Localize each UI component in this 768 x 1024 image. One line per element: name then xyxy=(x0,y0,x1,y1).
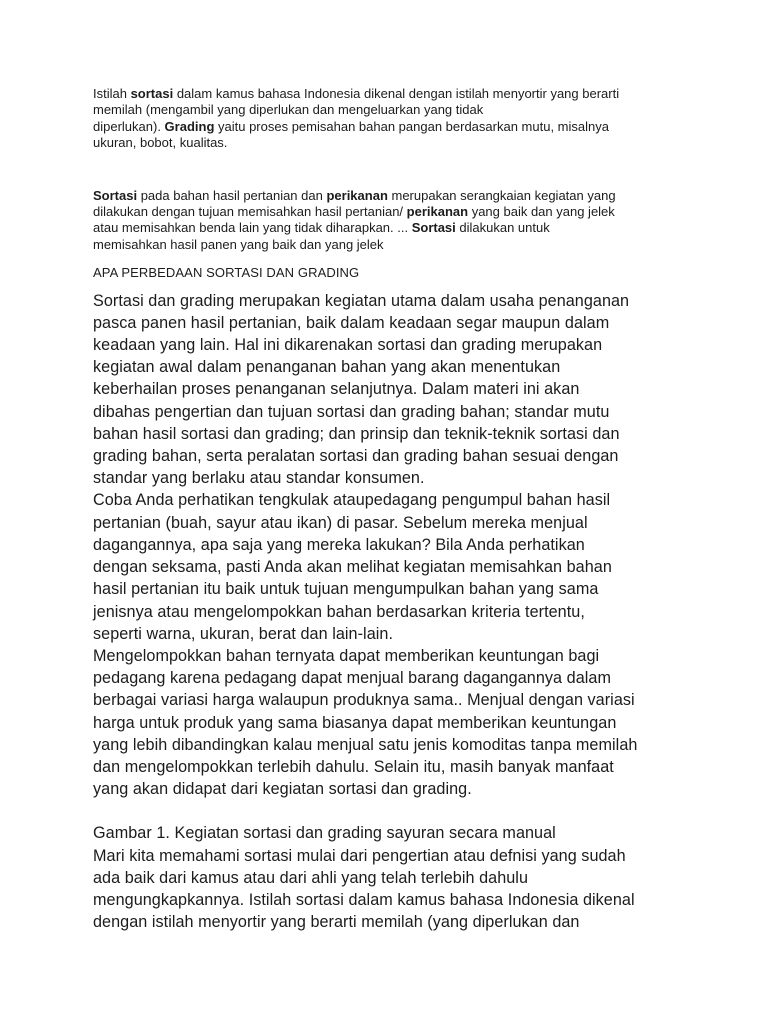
text-run: dilakukan dengan tujuan memisahkan hasil pertanian/ xyxy=(93,204,407,220)
body-line xyxy=(93,800,693,822)
bold-term: perikanan xyxy=(326,187,388,203)
document-page xyxy=(93,86,693,933)
text-run: ukuran, bobot, kualitas. xyxy=(93,135,228,151)
bold-term: Sortasi xyxy=(411,220,456,236)
intro-paragraph-sortasi-grading xyxy=(93,86,693,152)
body-line: Coba Anda perhatikan tengkulak ataupedagang pengumpul bahan hasil xyxy=(93,491,611,510)
body-line: pertanian (buah, sayur atau ikan) di pasar. Sebelum mereka menjual xyxy=(93,513,588,532)
body-line: Sortasi dan grading merupakan kegiatan utama dalam usaha penanganan xyxy=(93,291,630,310)
body-line: Gambar 1. Kegiatan sortasi dan grading sayuran secara manual xyxy=(93,824,556,843)
body-line: Mengelompokkan bahan ternyata dapat memberikan keuntungan bagi xyxy=(93,646,600,665)
body-line: pedagang karena pedagang dapat menjual barang dagangannya dalam xyxy=(93,669,611,688)
text-line xyxy=(93,237,693,253)
body-line: yang lebih dibandingkan kalau menjual satu jenis komoditas tanpa memilah xyxy=(93,735,638,754)
body-line: bahan hasil sortasi dan grading; dan prinsip dan teknik-teknik sortasi dan xyxy=(93,424,620,443)
body-line: grading bahan, serta peralatan sortasi dan grading bahan sesuai dengan xyxy=(93,447,619,466)
body-line: hasil pertanian itu baik untuk tujuan mengumpulkan bahan yang sama xyxy=(93,580,599,599)
text-run: pada bahan hasil pertanian dan xyxy=(137,187,327,203)
body-line: ada baik dari kamus atau dari ahli yang telah terlebih dahulu xyxy=(93,868,528,887)
bold-term: Grading xyxy=(164,118,215,134)
text-run: atau memisahkan benda lain yang tidak diharapkan. ... xyxy=(93,220,412,236)
body-line: dibahas pengertian dan tujuan sortasi dan grading bahan; standar mutu xyxy=(93,402,610,421)
body-line: dan mengelompokkan terlebih dahulu. Selain itu, masih banyak manfaat xyxy=(93,757,614,776)
body-line: pasca panen hasil pertanian, baik dalam keadaan segar maupun dalam xyxy=(93,313,610,332)
text-line xyxy=(93,102,693,118)
body-line: berbagai variasi harga walaupun produknya sama.. Menjual dengan variasi xyxy=(93,691,635,710)
text-line xyxy=(93,188,693,204)
body-line: dengan istilah menyortir yang berarti memilah (yang diperlukan dan xyxy=(93,913,580,932)
text-run: yaitu proses pemisahan bahan pangan berdasarkan mutu, misalnya xyxy=(214,118,609,134)
text-run: diperlukan). xyxy=(93,118,165,134)
text-run: dilakukan untuk xyxy=(455,220,550,236)
bold-term: perikanan xyxy=(406,204,469,220)
text-line xyxy=(93,119,693,135)
body-line: harga untuk produk yang sama biasanya dapat memberikan keuntungan xyxy=(93,713,617,732)
body-line: mengungkapkannya. Istilah sortasi dalam kamus bahasa Indonesia dikenal xyxy=(93,890,635,909)
bold-term: Sortasi xyxy=(93,187,138,203)
text-run: dalam kamus bahasa Indonesia dikenal dengan istilah menyortir yang berarti xyxy=(173,86,620,101)
section-heading: APA PERBEDAAN SORTASI DAN GRADING xyxy=(93,265,360,281)
bold-term: sortasi xyxy=(130,86,174,101)
body-line: dengan seksama, pasti Anda akan melihat kegiatan memisahkan bahan xyxy=(93,558,612,577)
text-run: Istilah xyxy=(93,86,131,101)
text-line xyxy=(93,135,693,151)
body-line: keberhailan proses penanganan selanjutnya. Dalam materi ini akan xyxy=(93,380,580,399)
text-run: merupakan serangkaian kegiatan yang xyxy=(387,187,616,203)
text-line xyxy=(93,204,693,220)
body-line: jenisnya atau mengelompokkan bahan berdasarkan kriteria tertentu, xyxy=(93,602,585,621)
text-line xyxy=(93,86,693,102)
intro-paragraph-sortasi-perikanan xyxy=(93,188,693,254)
text-run: yang baik dan yang jelek xyxy=(468,204,615,220)
body-line: seperti warna, ukuran, berat dan lain-lain. xyxy=(93,624,393,643)
body-line: dagangannya, apa saja yang mereka lakukan? Bila Anda perhatikan xyxy=(93,535,585,554)
body-line: Mari kita memahami sortasi mulai dari pengertian atau defnisi yang sudah xyxy=(93,846,626,865)
body-line: standar yang berlaku atau standar konsumen. xyxy=(93,469,425,488)
text-run: memisahkan hasil panen yang baik dan yang jelek xyxy=(93,236,384,252)
body-line: keadaan yang lain. Hal ini dikarenakan sortasi dan grading merupakan xyxy=(93,336,603,355)
body-text xyxy=(93,290,693,934)
text-line xyxy=(93,220,693,236)
body-line: yang akan didapat dari kegiatan sortasi dan grading. xyxy=(93,780,472,799)
text-run: memilah (mengambil yang diperlukan dan mengeluarkan yang tidak xyxy=(93,102,484,118)
body-line: kegiatan awal dalam penanganan bahan yang akan menentukan xyxy=(93,358,561,377)
